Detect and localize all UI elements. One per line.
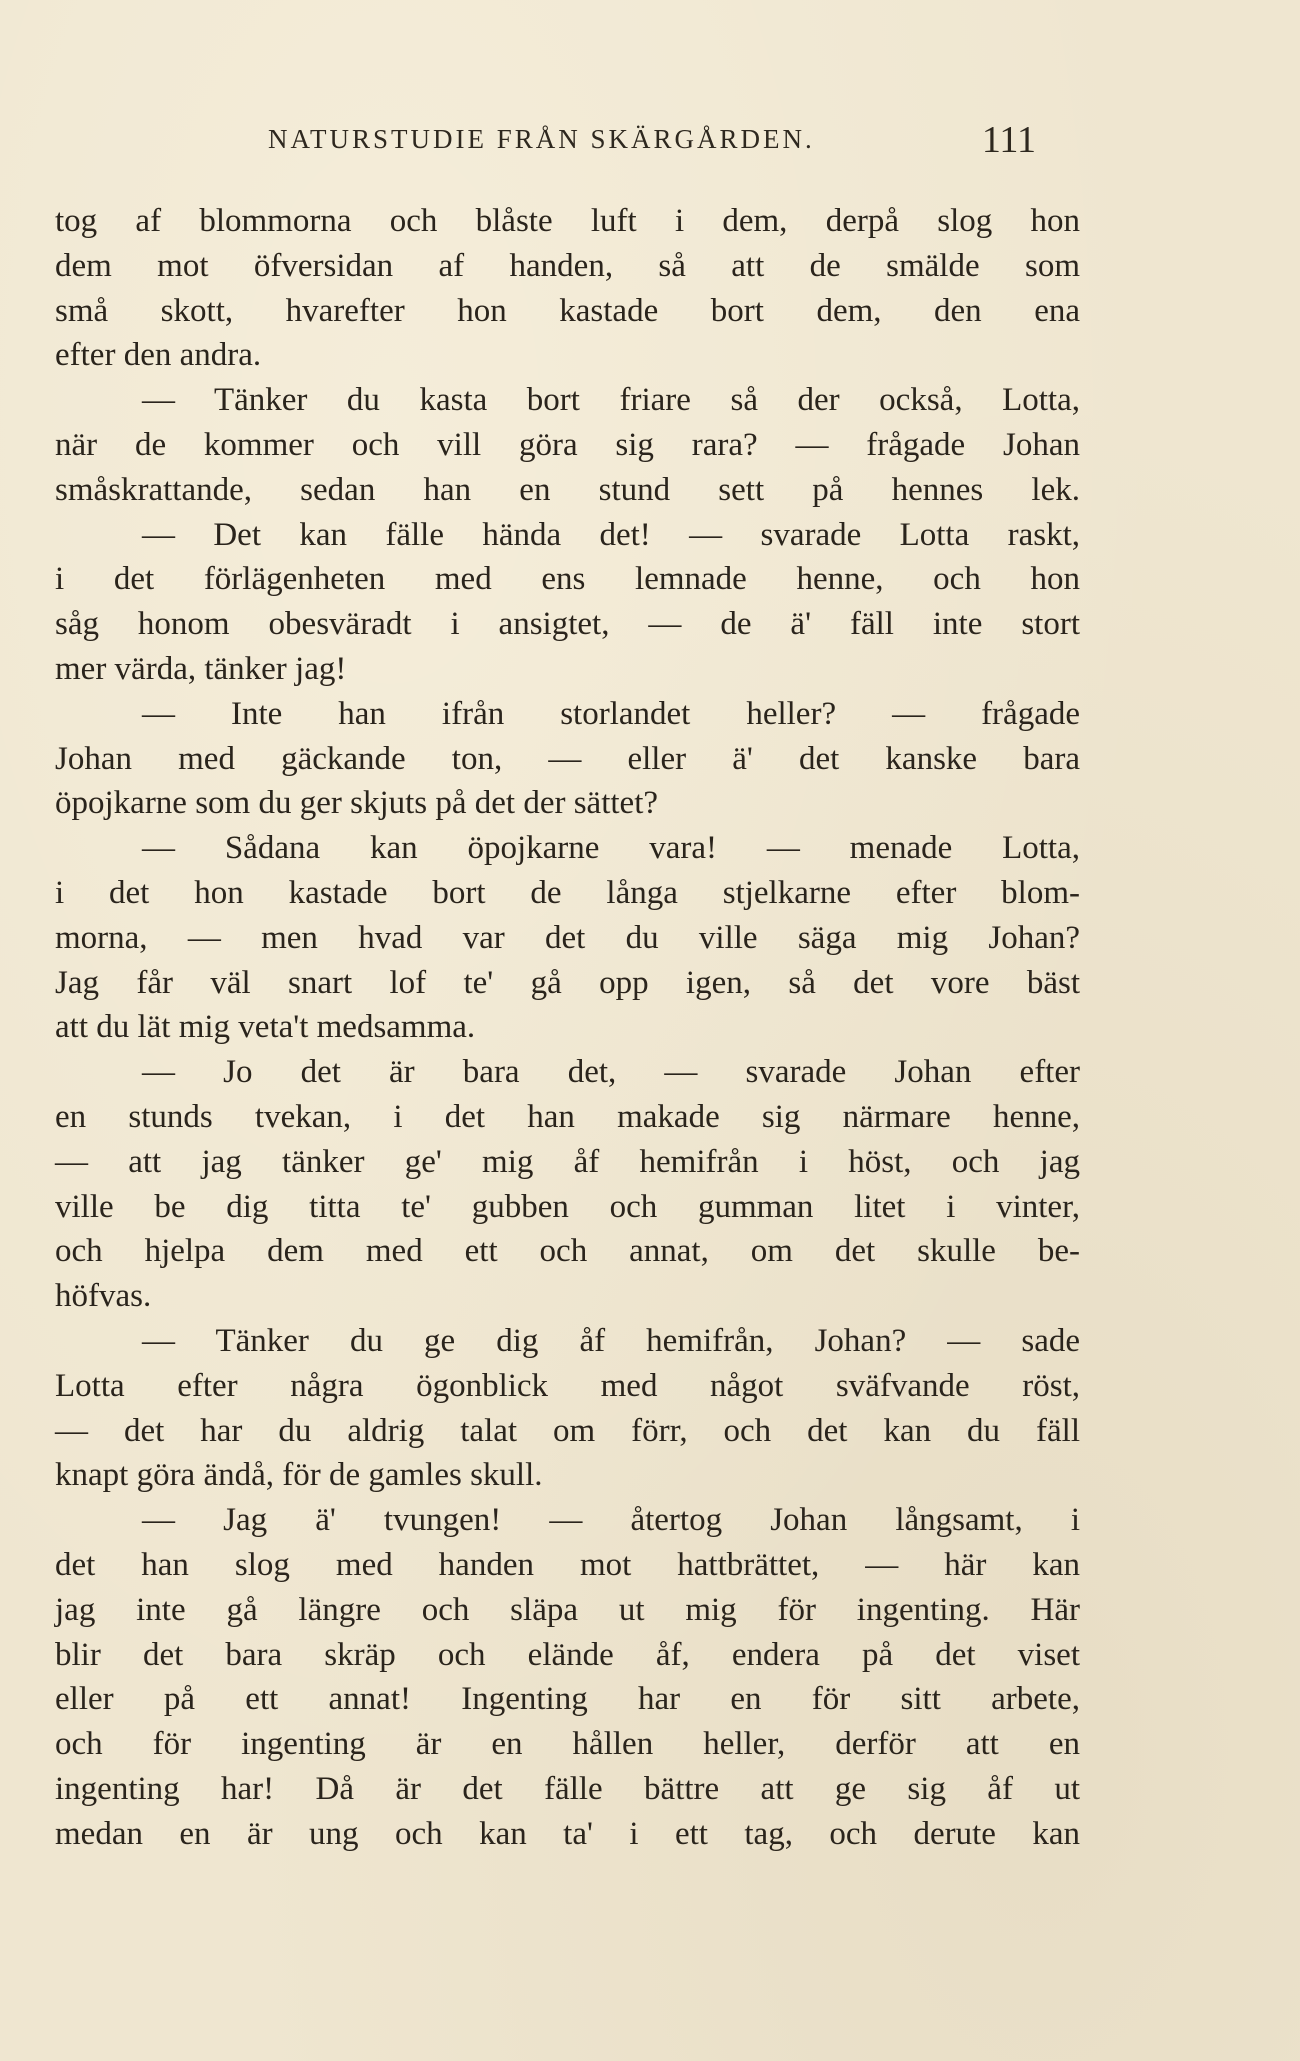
running-head: NATURSTUDIE FRÅN SKÄRGÅRDEN. (268, 124, 815, 154)
text-line: små skott, hvarefter hon kastade bort dem, den ena (55, 292, 1080, 329)
text-line: när de kommer och vill göra sig rara? — frågade Johan (55, 426, 1080, 463)
text-line: höfvas. (55, 1278, 152, 1315)
text-line: — Jag ä' tvungen! — återtog Johan långsamt, i (142, 1502, 1080, 1539)
text-line: — att jag tänker ge' mig åf hemifrån i höst, och jag (55, 1143, 1080, 1180)
text-line: jag inte gå längre och släpa ut mig för ingenting. Här (55, 1591, 1080, 1628)
text-line: och hjelpa dem med ett och annat, om det skulle be- (55, 1233, 1080, 1270)
text-line: medan en är ung och kan ta' i ett tag, och derute kan (55, 1815, 1080, 1852)
text-line: småskrattande, sedan han en stund sett på hennes lek. (55, 471, 1080, 508)
text-line: — det har du aldrig talat om förr, och det kan du fäll (55, 1412, 1080, 1449)
text-line: morna, — men hvad var det du ville säga mig Johan? (55, 919, 1080, 956)
text-line: Lotta efter några ögonblick med något sväfvande röst, (55, 1367, 1080, 1404)
text-line: i det hon kastade bort de långa stjelkarne efter blom- (55, 874, 1080, 911)
text-line: blir det bara skräp och elände åf, endera på det viset (55, 1636, 1080, 1673)
page-header (268, 118, 1048, 168)
text-line: såg honom obesväradt i ansigtet, — de ä' fäll inte stort (55, 606, 1080, 643)
text-line: tog af blommorna och blåste luft i dem, derpå slog hon (55, 203, 1080, 239)
text-line: — Tänker du ge dig åf hemifrån, Johan? — sade (142, 1322, 1080, 1359)
text-line: efter den andra. (55, 337, 262, 374)
text-line: — Inte han ifrån storlandet heller? — frågade (142, 695, 1080, 732)
text-line: — Sådana kan öpojkarne vara! — menade Lotta, (142, 830, 1080, 867)
page-number: 111 (981, 119, 1036, 161)
text-line: — Tänker du kasta bort friare så der också, Lotta, (142, 382, 1080, 419)
text-line: dem mot öfversidan af handen, så att de smälde som (55, 247, 1080, 284)
text-line: och för ingenting är en hållen heller, derför att en (55, 1726, 1080, 1763)
text-line: att du lät mig veta't medsamma. (55, 1009, 476, 1046)
text-line: ville be dig titta te' gubben och gumman litet i vinter, (55, 1188, 1080, 1225)
body-text (55, 199, 1080, 1856)
text-line: det han slog med handen mot hattbrättet, — här kan (55, 1546, 1080, 1583)
text-line: öpojkarne som du ger skjuts på det der sättet? (55, 785, 659, 822)
text-line: knapt göra ändå, för de gamles skull. (55, 1457, 543, 1494)
text-line: mer värda, tänker jag! (55, 650, 347, 687)
text-line: eller på ett annat! Ingenting har en för sitt arbete, (55, 1681, 1080, 1718)
text-line: en stunds tvekan, i det han makade sig närmare henne, (55, 1098, 1080, 1135)
text-line: Jag får väl snart lof te' gå opp igen, så det vore bäst (55, 964, 1080, 1001)
text-line: i det förlägenheten med ens lemnade henne, och hon (55, 561, 1080, 598)
text-line: ingenting har! Då är det fälle bättre att ge sig åf ut (55, 1770, 1080, 1807)
text-line: — Jo det är bara det, — svarade Johan efter (142, 1054, 1080, 1091)
text-line: — Det kan fälle hända det! — svarade Lotta raskt, (142, 516, 1080, 553)
text-line: Johan med gäckande ton, — eller ä' det kanske bara (55, 740, 1080, 777)
